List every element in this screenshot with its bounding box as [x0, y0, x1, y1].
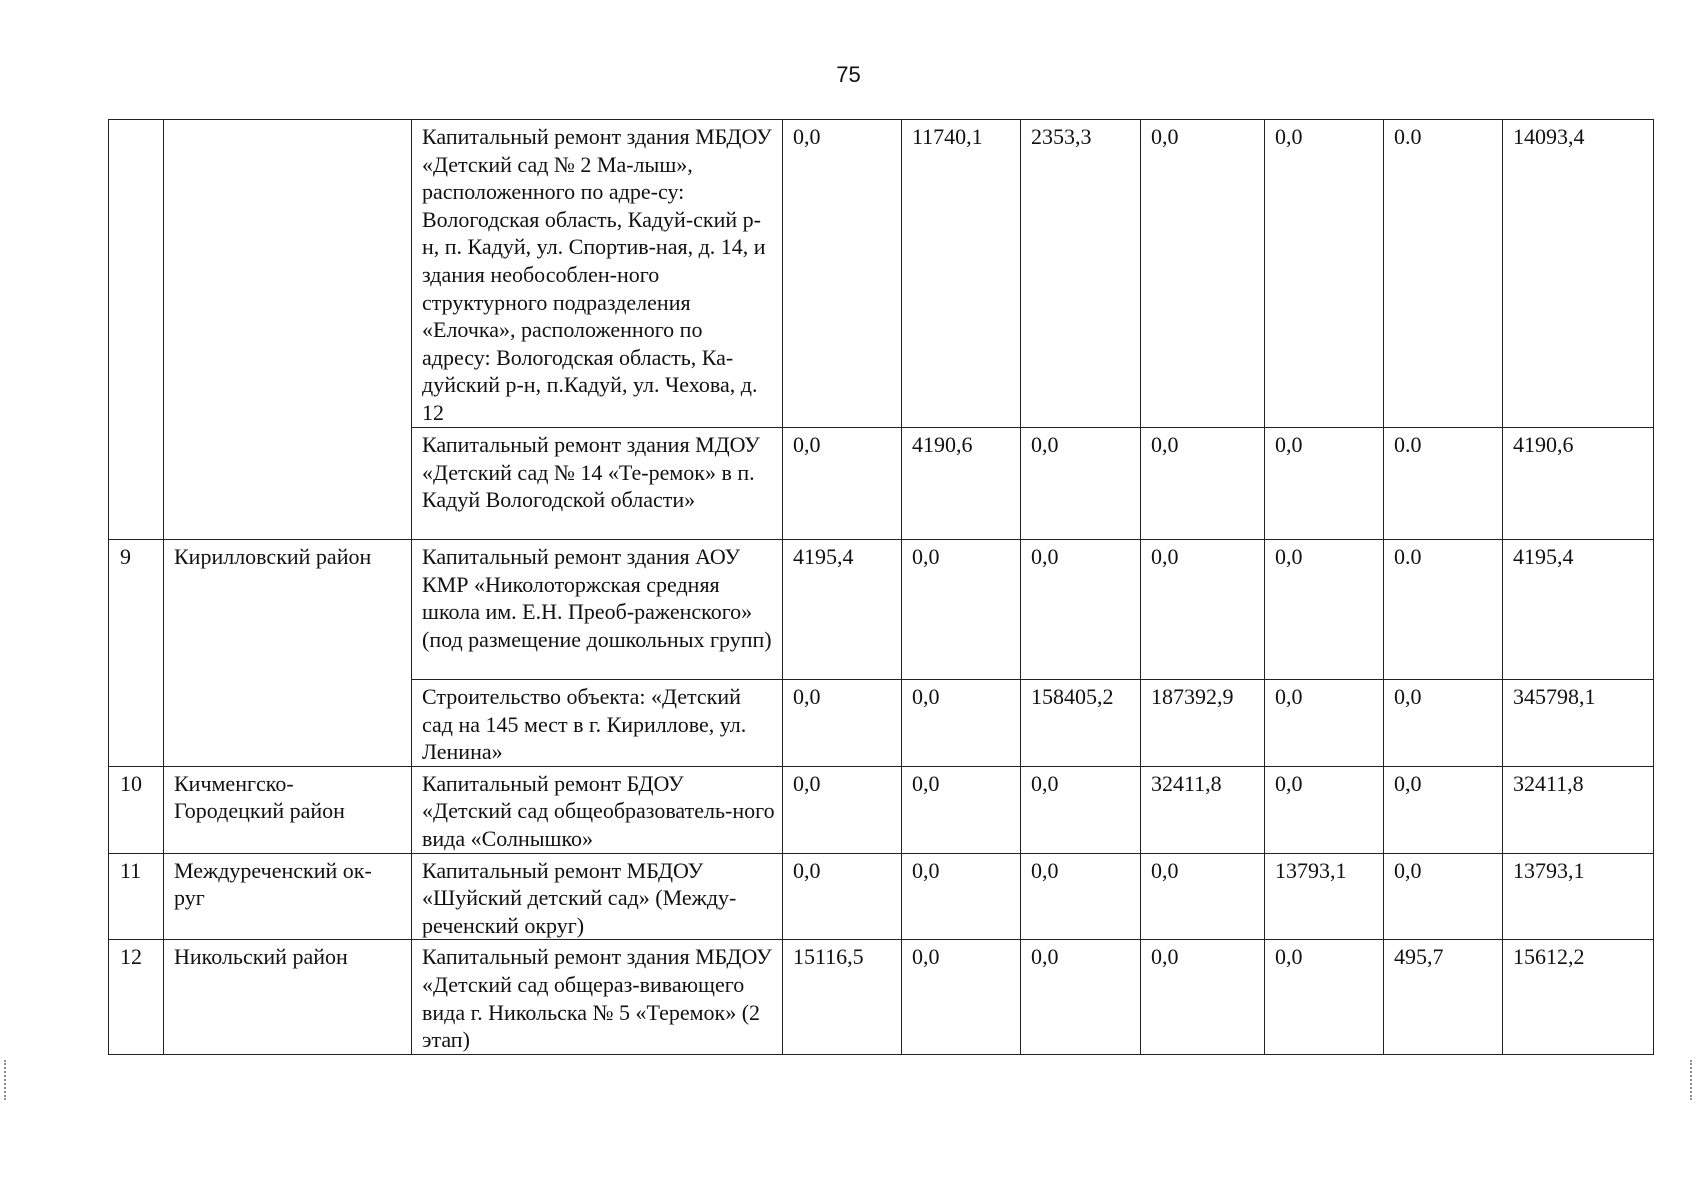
value-cell: 0,0 — [1021, 766, 1141, 853]
table-row — [109, 540, 1654, 680]
object-description: Капитальный ремонт здания МДОУ «Детский сад № 14 «Те-ремок» в п. Кадуй Вологодской области» — [412, 428, 783, 540]
value-cell: 13793,1 — [1265, 853, 1384, 940]
value-cell: 0,0 — [783, 853, 902, 940]
value-cell: 0,0 — [783, 120, 902, 428]
value-cell: 158405,2 — [1021, 680, 1141, 767]
object-description: Строительство объекта: «Детский сад на 145 мест в г. Кириллове, ул. Ленина» — [412, 680, 783, 767]
scan-artifact-right — [1690, 1060, 1697, 1100]
funding-table — [108, 119, 1654, 1055]
value-cell: 0,0 — [1384, 853, 1503, 940]
page-number: 75 — [836, 62, 861, 87]
object-description: Капитальный ремонт здания МБДОУ «Детский сад общераз-вивающего вида г. Никольска № 5 «Теремок» (2 этап) — [412, 940, 783, 1054]
value-cell: 0.0 — [1384, 120, 1503, 428]
value-cell: 0,0 — [1021, 540, 1141, 680]
value-cell: 0,0 — [783, 766, 902, 853]
table-row — [109, 120, 1654, 428]
value-cell: 0,0 — [902, 680, 1021, 767]
value-cell: 0,0 — [1021, 940, 1141, 1054]
table-row — [109, 853, 1654, 940]
row-number: 10 — [109, 766, 164, 853]
object-description: Капитальный ремонт БДОУ «Детский сад общеобразователь-ного вида «Солнышко» — [412, 766, 783, 853]
row-number: 9 — [109, 540, 164, 767]
object-description: Капитальный ремонт здания МБДОУ «Детский сад № 2 Ма-лыш», расположенного по адре-су: Вологодская область, Кадуй-ский р-н, п. Кадуй, ул. Спортив-ная, д. 14, и здания необособлен-ного структурного подразделения «Елочка», расположенного по адресу: Вологодская область, Ка-дуйский р-н, п.Кадуй, ул. Чехова, д. 12 — [412, 120, 783, 428]
value-cell: 2353,3 — [1021, 120, 1141, 428]
value-cell: 0,0 — [1021, 853, 1141, 940]
value-cell: 0.0 — [1384, 428, 1503, 540]
total-cell: 4195,4 — [1503, 540, 1654, 680]
district-name: Кирилловский район — [164, 540, 412, 767]
value-cell: 0,0 — [1265, 428, 1384, 540]
value-cell: 495,7 — [1384, 940, 1503, 1054]
total-cell: 345798,1 — [1503, 680, 1654, 767]
value-cell: 0,0 — [1141, 120, 1265, 428]
value-cell: 0,0 — [1265, 940, 1384, 1054]
value-cell: 0,0 — [1141, 540, 1265, 680]
total-cell: 32411,8 — [1503, 766, 1654, 853]
value-cell: 4195,4 — [783, 540, 902, 680]
table-row — [109, 940, 1654, 1054]
value-cell: 0,0 — [1141, 853, 1265, 940]
value-cell: 11740,1 — [902, 120, 1021, 428]
value-cell: 32411,8 — [1141, 766, 1265, 853]
row-number: 12 — [109, 940, 164, 1054]
value-cell: 15116,5 — [783, 940, 902, 1054]
value-cell: 0,0 — [1265, 120, 1384, 428]
value-cell: 0.0 — [1384, 540, 1503, 680]
value-cell: 0,0 — [783, 680, 902, 767]
value-cell: 0,0 — [783, 428, 902, 540]
value-cell: 0,0 — [1141, 940, 1265, 1054]
district-name: Никольский район — [164, 940, 412, 1054]
value-cell: 0,0 — [902, 853, 1021, 940]
value-cell: 0,0 — [1265, 680, 1384, 767]
value-cell: 187392,9 — [1141, 680, 1265, 767]
object-description: Капитальный ремонт МБДОУ «Шуйский детский сад» (Между-реченский округ) — [412, 853, 783, 940]
district-name — [164, 120, 412, 540]
object-description: Капитальный ремонт здания АОУ КМР «Николоторжская средняя школа им. Е.Н. Преоб-раженского» (под размещение дошкольных групп) — [412, 540, 783, 680]
table-row — [109, 766, 1654, 853]
value-cell: 0,0 — [1384, 766, 1503, 853]
value-cell: 0,0 — [1141, 428, 1265, 540]
value-cell: 0,0 — [1265, 766, 1384, 853]
total-cell: 13793,1 — [1503, 853, 1654, 940]
district-name: Междуреченский ок-руг — [164, 853, 412, 940]
value-cell: 0,0 — [902, 766, 1021, 853]
total-cell: 14093,4 — [1503, 120, 1654, 428]
value-cell: 0,0 — [1021, 428, 1141, 540]
total-cell: 4190,6 — [1503, 428, 1654, 540]
value-cell: 0,0 — [1265, 540, 1384, 680]
value-cell: 0,0 — [1384, 680, 1503, 767]
total-cell: 15612,2 — [1503, 940, 1654, 1054]
value-cell: 0,0 — [902, 940, 1021, 1054]
row-number: 11 — [109, 853, 164, 940]
district-name: Кичменгско-Городецкий район — [164, 766, 412, 853]
scan-artifact-left — [4, 1060, 11, 1100]
value-cell: 4190,6 — [902, 428, 1021, 540]
value-cell: 0,0 — [902, 540, 1021, 680]
row-number — [109, 120, 164, 540]
